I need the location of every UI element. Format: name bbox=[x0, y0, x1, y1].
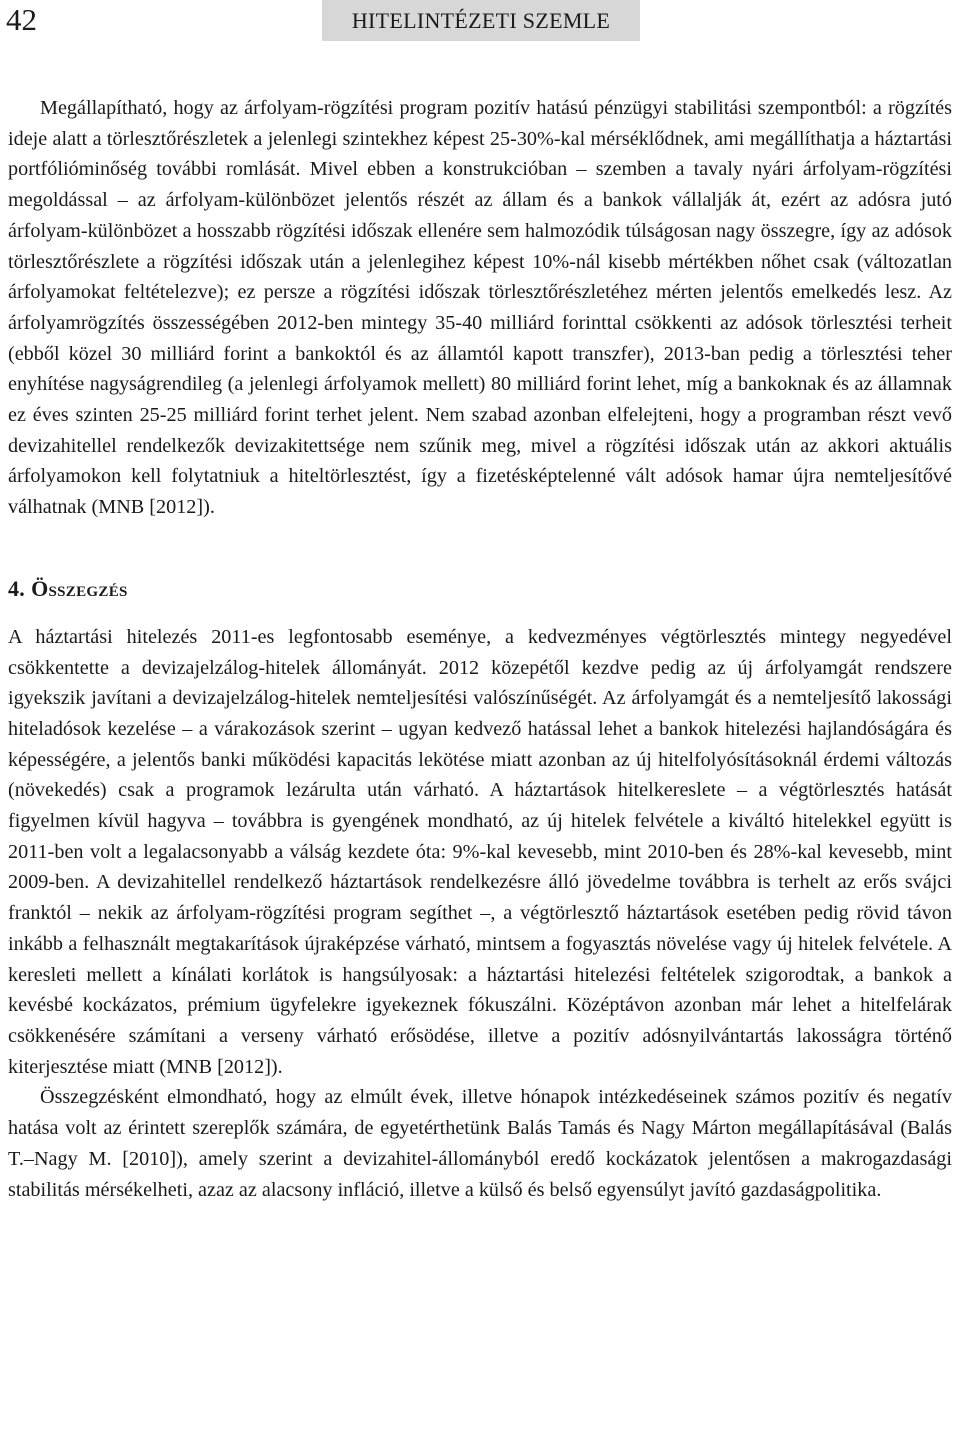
page-number: 42 bbox=[6, 2, 37, 37]
section-number: 4. bbox=[8, 575, 26, 601]
journal-title: HITELINTÉZETI SZEMLE bbox=[351, 7, 611, 33]
body-paragraph: Megállapítható, hogy az árfolyam-rögzítési program pozitív hatású pénzügyi stabilitási szempontból: a rögzítés ideje alatt a törlesztőrészletek a jelenlegi szintekhez képest 25-30%-kal mérséklődnek, ami megállíthatja a háztartási portfólióminőség további romlását. Mivel ebben a konstrukcióban – szemben a tavaly nyári árfolyam-rögzítési megoldással – az árfolyam-különbözet jelentős részét az állam és a bankok vállalják át, ezért az adósra jutó árfolyam-különbözet a hosszabb rögzítési időszak ellenére sem halmozódik túlságosan nagy összegre, így az adósok törlesztőrészlete a rögzítési időszak után a jelenlegihez képest 10%-nál kisebb mértékben nőhet csak (változatlan árfolyamokat feltételezve); ez persze a rögzítési időszak törlesztőrészletéhez mérten jelentős emelkedés lesz. Az árfolyamrögzítés összességében 2012-ben mintegy 35-40 milliárd forinttal csökkenti az adósok törlesztési terheit (ebből közel 30 milliárd forint a bankoktól és az államtól kapott transzfer), 2013-ban pedig a törlesztési teher enyhítése nagyságrendileg (a jelenlegi árfolyamok mellett) 80 milliárd forint lehet, míg a bankoknak és az államnak ez éves szinten 25-25 milliárd forint terhet jelent. Nem szabad azonban elfelejteni, hogy a programban részt vevő devizahitellel rendelkezők devizakitettsége nem szűnik meg, mivel a rögzítési időszak után az akkori aktuális árfolyamokon kell folytatniuk a hiteltörlesztést, így a fizetésképtelenné vált adósok hamar újra nemteljesítővé válhatnak (MNB [2012]). bbox=[8, 97, 952, 519]
page-header bbox=[0, 0, 960, 42]
running-header-box bbox=[322, 0, 640, 41]
article-body bbox=[8, 93, 952, 1205]
section-title: Összegzés bbox=[31, 575, 128, 601]
body-paragraph: Összegzésként elmondható, hogy az elmúlt évek, illetve hónapok intézkedéseinek számos pozitív és negatív hatása volt az érintett szereplők számára, de egyetérthetünk Balás Tamás és Nagy Márton megállapításával (Balás T.–Nagy M. [2010]), amely szerint a devizahitel-állományból eredő kockázatok jelentősen a makrogazdasági stabilitás mérsékelheti, azaz az alacsony infláció, illetve a külső és belső egyensúlyt javító gazdaságpolitika. bbox=[8, 1086, 952, 1201]
section-heading bbox=[8, 573, 952, 619]
body-paragraph: A háztartási hitelezés 2011-es legfontosabb eseménye, a kedvezményes végtörlesztés mintegy negyedével csökkentette a devizajelzálog-hitelek állományát. 2012 közepétől kezdve pedig az új árfolyamgát rendszere igyekszik javítani a devizajelzálog-hitelek nemteljesítési valószínűségét. Az árfolyamgát és a nemteljesítő lakossági hiteladósok kezelése – a várakozások szerint – ugyan kedvező hatással lehet a bankok hitelezési hajlandóságára és képességére, a jelentős banki működési kapacitás lekötése miatt azonban az új hitelfolyósításoknál érdemi változás (növekedés) csak a programok lezárulta után várható. A háztartások hitelkereslete – a végtörlesztés hatását figyelmen kívül hagyva – továbbra is gyengének mondható, az új hitelek felvétele a kiváltó hitelekkel együtt is 2011-ben volt a legalacsonyabb a válság kezdete óta: 9%-kal kevesebb, mint 2010-ben és 28%-kal kevesebb, mint 2009-ben. A devizahitellel rendelkező háztartások rendelkezésre álló jövedelme továbbra is terhelt az erős svájci franktól – nekik az árfolyam-rögzítési program segíthet –, a végtörlesztő háztartások esetében pedig rövid távon inkább a felhasznált megtakarítások újraképzése várható, mintsem a fogyasztás növelése vagy új hitelek felvétele. A keresleti mellett a kínálati korlátok is hangsúlyosak: a háztartási hitelezési feltételek szigorodtak, a bankok a kevésbé kockázatos, prémium ügyfelekre igyekeznek fókuszálni. Középtávon azonban már lehet a hitelfelárak csökkenésére számítani a verseny várható erősödése, illetve a pozitív adósnyilvántartás lakosságra történő kiterjesztése miatt (MNB [2012]). bbox=[8, 625, 952, 1078]
